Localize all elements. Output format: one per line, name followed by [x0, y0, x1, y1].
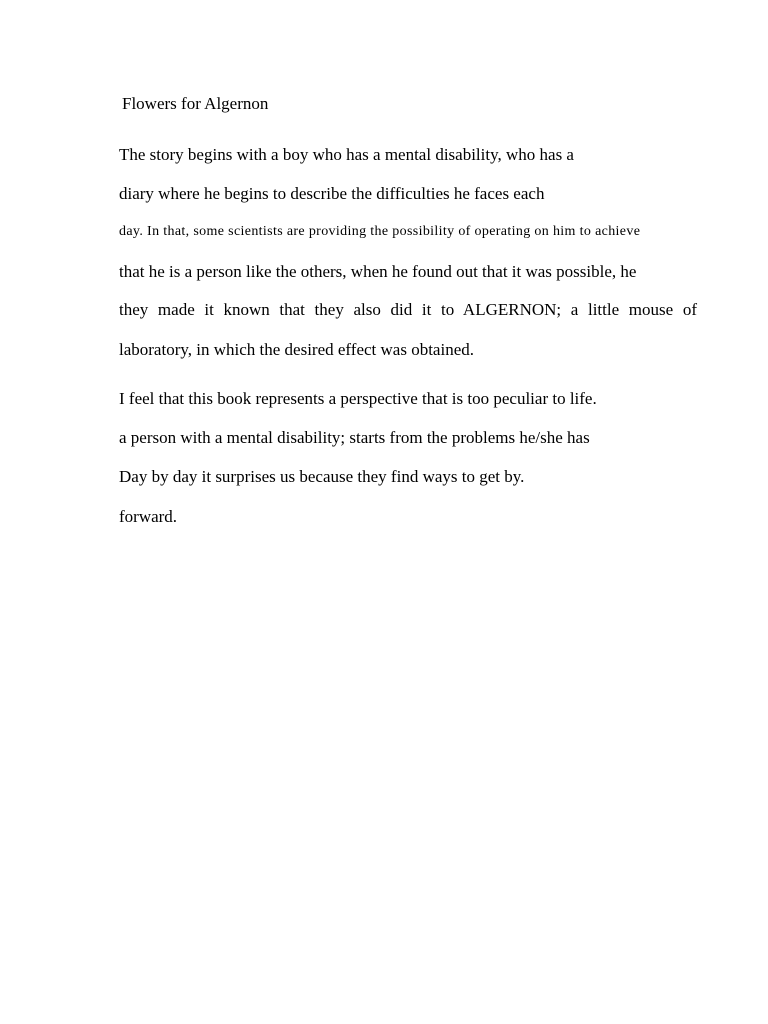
- paragraph-1-line-5: they made it known that they also did it to ALGERNON; a little mouse of: [119, 300, 697, 319]
- document-title: Flowers for Algernon: [122, 94, 269, 113]
- paragraph-2-line-2: a person with a mental disability; starts from the problems he/she has: [119, 428, 590, 447]
- paragraph-1-line-3: day. In that, some scientists are providing the possibility of operating on him to achieve: [119, 224, 641, 239]
- paragraph-2-line-3: Day by day it surprises us because they find ways to get by.: [119, 467, 525, 486]
- paragraph-1-line-6: laboratory, in which the desired effect was obtained.: [119, 340, 474, 359]
- paragraph-1-line-2: diary where he begins to describe the difficulties he faces each: [119, 184, 545, 203]
- paragraph-2-line-1: I feel that this book represents a perspective that is too peculiar to life.: [119, 389, 597, 408]
- paragraph-2-line-4: forward.: [119, 507, 178, 526]
- paragraph-1-line-1: The story begins with a boy who has a mental disability, who has a: [119, 145, 574, 164]
- paragraph-1-line-4: that he is a person like the others, when he found out that it was possible, he: [119, 262, 637, 281]
